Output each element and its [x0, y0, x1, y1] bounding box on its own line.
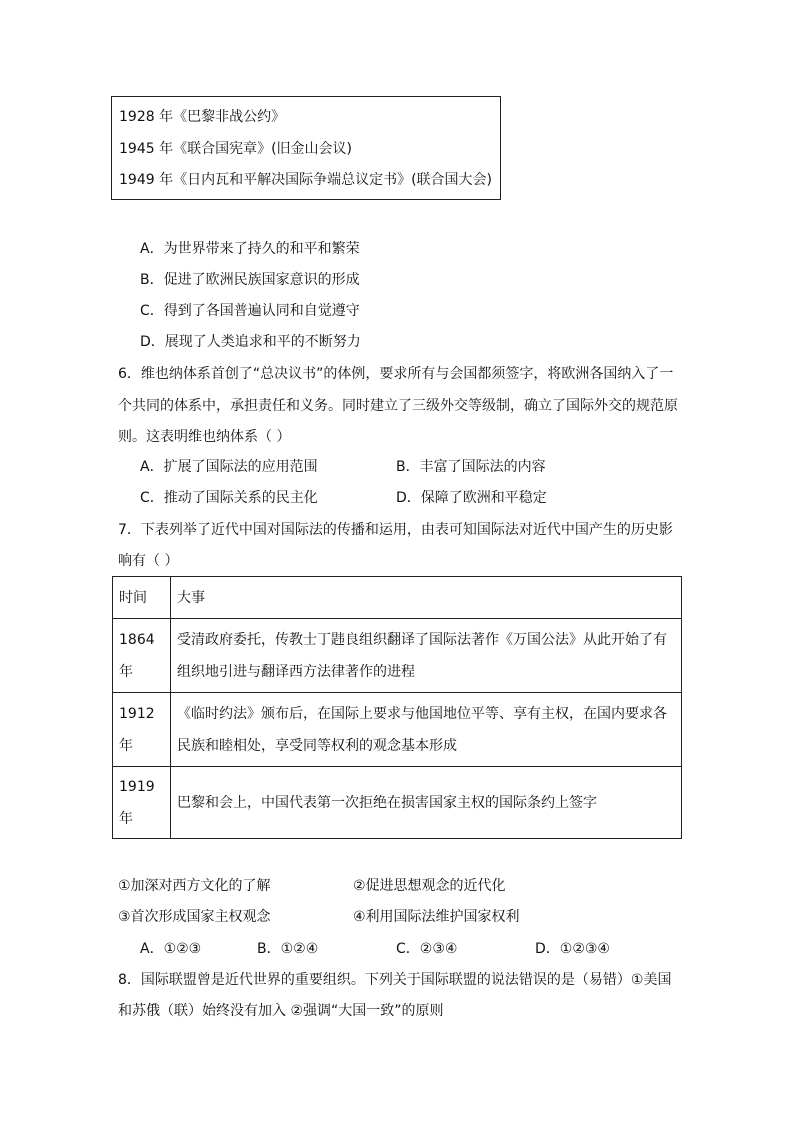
table-row [113, 619, 682, 693]
table-cell-time [113, 619, 171, 693]
q7-stem-line-1: 7．下表列举了近代中国对国际法的传播和运用，由表可知国际法对近代中国产生的历史影 [118, 522, 673, 538]
treaty-line-1928: 1928 年《巴黎非战公约》 [119, 109, 286, 125]
q7-option-b: B．①②④ [257, 941, 319, 957]
q6-option-d: D．保障了欧洲和平稳定 [396, 490, 547, 506]
treaty-line-1945: 1945 年《联合国宪章》(旧金山会议) [119, 141, 353, 157]
table-row [113, 693, 682, 767]
event-line: 民族和睦相处，享受同等权利的观念基本形成 [177, 737, 457, 754]
q8-stem-line-1: 8．国际联盟曾是近代世界的重要组织。下列关于国际联盟的说法错误的是（易错）①美国 [118, 972, 672, 988]
treaty-line-1949: 1949 年《日内瓦和平解决国际争端总议定书》(联合国大会) [119, 172, 493, 188]
q6-option-c: C．推动了国际关系的民主化 [140, 490, 318, 506]
q5-option-d: D．展现了人类追求和平的不断努力 [140, 334, 361, 350]
time-line: 年 [119, 663, 133, 680]
q6-stem-line-2: 个共同的体系中，承担责任和义务。同时建立了三级外交等级制，确立了国际外交的规范原 [118, 398, 678, 414]
table-cell-event [171, 619, 682, 693]
q5-option-b: B．促进了欧洲民族国家意识的形成 [140, 272, 360, 288]
time-line: 1912 [119, 705, 155, 722]
q7-option-a: A．①②③ [140, 941, 202, 957]
q8-stem-line-2: 和苏俄（联）始终没有加入 ②强调“大国一致”的原则 [118, 1003, 444, 1019]
time-line: 年 [119, 737, 133, 754]
q5-option-c: C．得到了各国普遍认同和自觉遵守 [140, 303, 360, 319]
table-cell-time [113, 767, 171, 839]
q6-stem-line-1: 6．维也纳体系首创了“总决议书”的体例，要求所有与会国都须签字，将欧洲各国纳入了一 [118, 366, 674, 382]
event-line: 巴黎和会上，中国代表第一次拒绝在损害国家主权的国际条约上签字 [177, 794, 597, 811]
q7-item-3: ③首次形成国家主权观念 [118, 909, 271, 925]
time-line: 年 [119, 810, 133, 827]
table-cell-event [171, 767, 682, 839]
q6-option-b: B．丰富了国际法的内容 [396, 459, 546, 475]
table-cell-time [113, 693, 171, 767]
q7-item-1: ①加深对西方文化的了解 [118, 878, 271, 894]
table-row [113, 767, 682, 839]
q7-option-c: C．②③④ [396, 941, 458, 957]
q7-item-2: ②促进思想观念的近代化 [353, 878, 506, 894]
table-header-time: 时间 [113, 577, 171, 619]
q5-option-a: A．为世界带来了持久的和平和繁荣 [140, 241, 360, 257]
q6-option-a: A．扩展了国际法的应用范围 [140, 459, 318, 475]
q7-stem-line-2: 响有（ ） [118, 553, 179, 569]
table-header-event: 大事 [171, 577, 682, 619]
events-table [112, 576, 682, 839]
event-line: 受清政府委托，传教士丁韪良组织翻译了国际法著作《万国公法》从此开始了有 [177, 631, 667, 648]
table-cell-event [171, 693, 682, 767]
treaty-list-box [111, 96, 501, 200]
q6-stem-line-3: 则。这表明维也纳体系（ ） [118, 429, 291, 445]
table-header-row [113, 577, 682, 619]
time-line: 1919 [119, 778, 155, 795]
time-line: 1864 [119, 631, 155, 648]
event-line: 《临时约法》颁布后，在国际上要求与他国地位平等、享有主权，在国内要求各 [177, 705, 667, 722]
q7-option-d: D．①②③④ [535, 941, 610, 957]
event-line: 组织地引进与翻译西方法律著作的进程 [177, 663, 415, 680]
q7-item-4: ④利用国际法维护国家权利 [353, 909, 520, 925]
